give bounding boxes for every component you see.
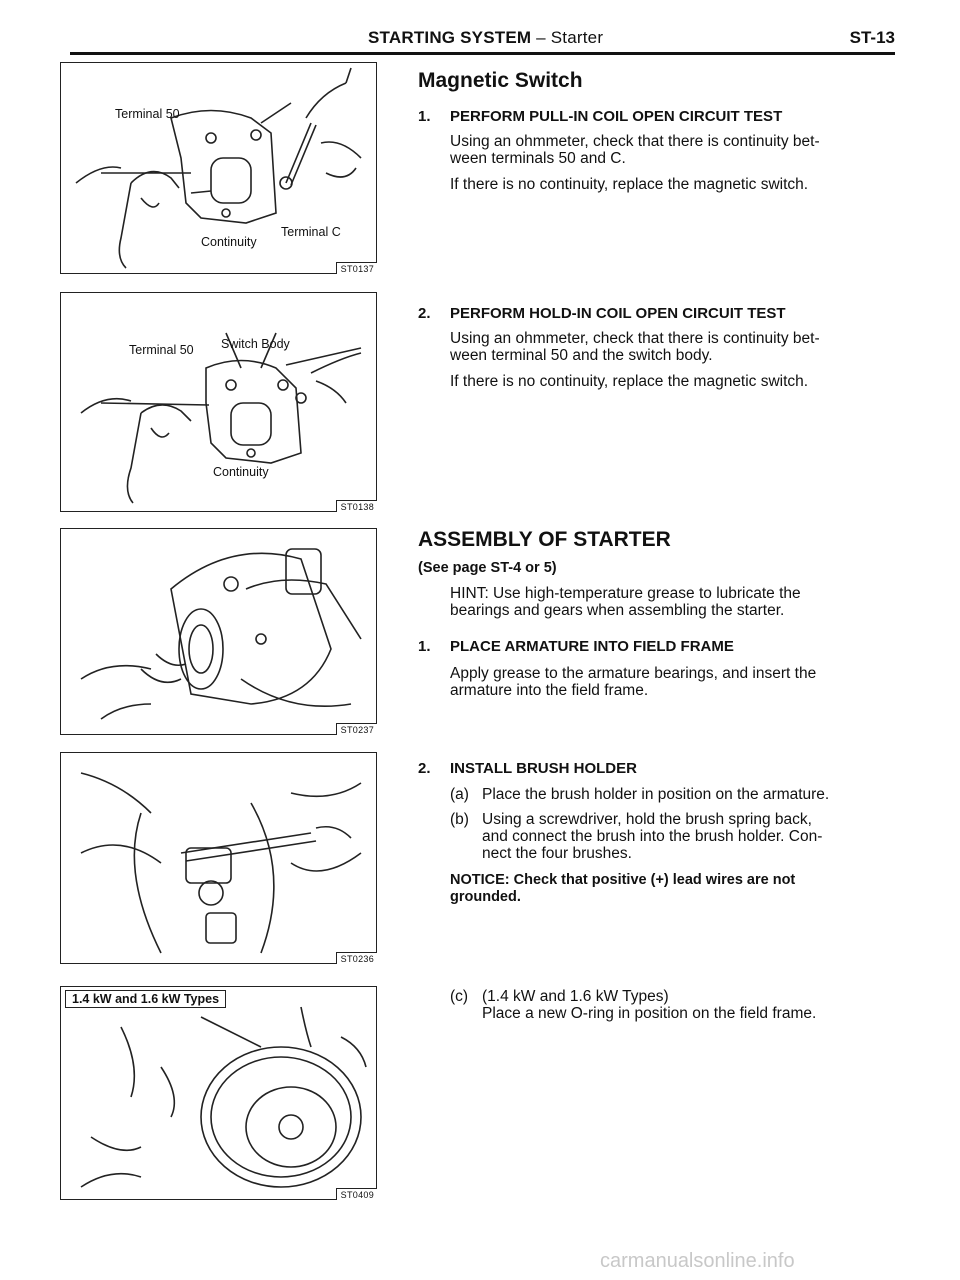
text-line: Using an ohmmeter, check that there is continuity bet- — [450, 330, 820, 347]
label-terminal-50: Terminal 50 — [129, 343, 194, 357]
label-continuity: Continuity — [213, 465, 269, 479]
substep-text — [482, 811, 895, 862]
assembly-step-2-title — [418, 760, 637, 777]
label-terminal-50: Terminal 50 — [115, 107, 180, 121]
substep-marker: (c) — [450, 988, 469, 1005]
step-1-body — [450, 133, 895, 193]
step-number: 1. — [418, 638, 431, 655]
text-line: nect the four brushes. — [482, 845, 632, 862]
figure-code: ST0236 — [336, 952, 377, 964]
text-line: Apply grease to the armature bearings, and insert the — [450, 665, 817, 682]
figure-code: ST0237 — [336, 723, 377, 735]
page-number: ST-13 — [849, 28, 895, 47]
text-line: grounded. — [450, 889, 521, 905]
text-line: Using an ohmmeter, check that there is continuity bet- — [450, 133, 820, 150]
substep-b — [450, 811, 895, 867]
header-title — [368, 28, 603, 48]
label-continuity: Continuity — [201, 235, 257, 249]
page-header — [70, 26, 895, 52]
step-title: INSTALL BRUSH HOLDER — [450, 760, 637, 777]
text-line: ween terminal 50 and the switch body. — [450, 347, 713, 364]
figure-armature-into-frame — [60, 528, 377, 735]
figure-type-label: 1.4 kW and 1.6 kW Types — [65, 990, 226, 1008]
text-line: If there is no continuity, replace the magnetic switch. — [450, 176, 809, 193]
step-2-body — [450, 330, 895, 390]
substep-text: Place the brush holder in position on the armature. — [482, 786, 830, 803]
header-section: STARTING SYSTEM — [368, 28, 532, 47]
step-title: PLACE ARMATURE INTO FIELD FRAME — [450, 638, 734, 655]
step-1-title — [418, 108, 782, 125]
assembly-step-1-title — [418, 638, 734, 655]
header-rule — [70, 52, 895, 55]
header-separator: – — [531, 28, 551, 47]
see-page-reference: (See page ST-4 or 5) — [418, 560, 557, 576]
text-line: (1.4 kW and 1.6 kW Types) — [482, 988, 669, 1005]
figure-code: ST0409 — [336, 1188, 377, 1200]
substep-marker: (b) — [450, 811, 469, 828]
step-title: PERFORM HOLD-IN COIL OPEN CIRCUIT TEST — [450, 305, 786, 322]
step-number: 1. — [418, 108, 431, 125]
illustration-screwdriver-brush — [61, 753, 376, 963]
substep-marker: (a) — [450, 786, 469, 803]
text-line: armature into the field frame. — [450, 682, 649, 699]
header-subsection: Starter — [550, 28, 604, 47]
figure-hold-in-coil-test — [60, 292, 377, 512]
step-number: 2. — [418, 305, 431, 322]
figure-brush-holder — [60, 752, 377, 964]
step-number: 2. — [418, 760, 431, 777]
notice — [450, 872, 895, 906]
text-line: ween terminals 50 and C. — [450, 150, 626, 167]
substep-c — [450, 988, 895, 1028]
text-line: If there is no continuity, replace the magnetic switch. — [450, 373, 809, 390]
illustration-armature-field-frame — [61, 529, 376, 734]
text-line: HINT: Use high-temperature grease to lubricate the — [450, 585, 801, 602]
label-switch-body: Switch Body — [221, 337, 290, 351]
substep-text — [482, 988, 895, 1022]
step-title: PERFORM PULL-IN COIL OPEN CIRCUIT TEST — [450, 108, 783, 125]
watermark: carmanualsonline.info — [600, 1250, 795, 1272]
text-line: NOTICE: Check that positive (+) lead wires are not — [450, 872, 796, 888]
illustration-o-ring-field-frame — [61, 987, 376, 1199]
hint — [450, 585, 895, 619]
text-line: Place a new O-ring in position on the field frame. — [482, 1005, 817, 1022]
text-line: Using a screwdriver, hold the brush spring back, — [482, 811, 812, 828]
heading-magnetic-switch: Magnetic Switch — [418, 69, 583, 92]
figure-code: ST0138 — [336, 500, 377, 512]
label-terminal-c: Terminal C — [281, 225, 341, 239]
step-2-title — [418, 305, 786, 322]
assembly-step-1-body — [450, 665, 895, 699]
heading-assembly: ASSEMBLY OF STARTER — [418, 528, 671, 551]
figure-o-ring — [60, 986, 377, 1200]
text-line: bearings and gears when assembling the starter. — [450, 602, 785, 619]
text-line: and connect the brush into the brush holder. Con- — [482, 828, 823, 845]
figure-code: ST0137 — [336, 262, 377, 274]
figure-pull-in-coil-test — [60, 62, 377, 274]
